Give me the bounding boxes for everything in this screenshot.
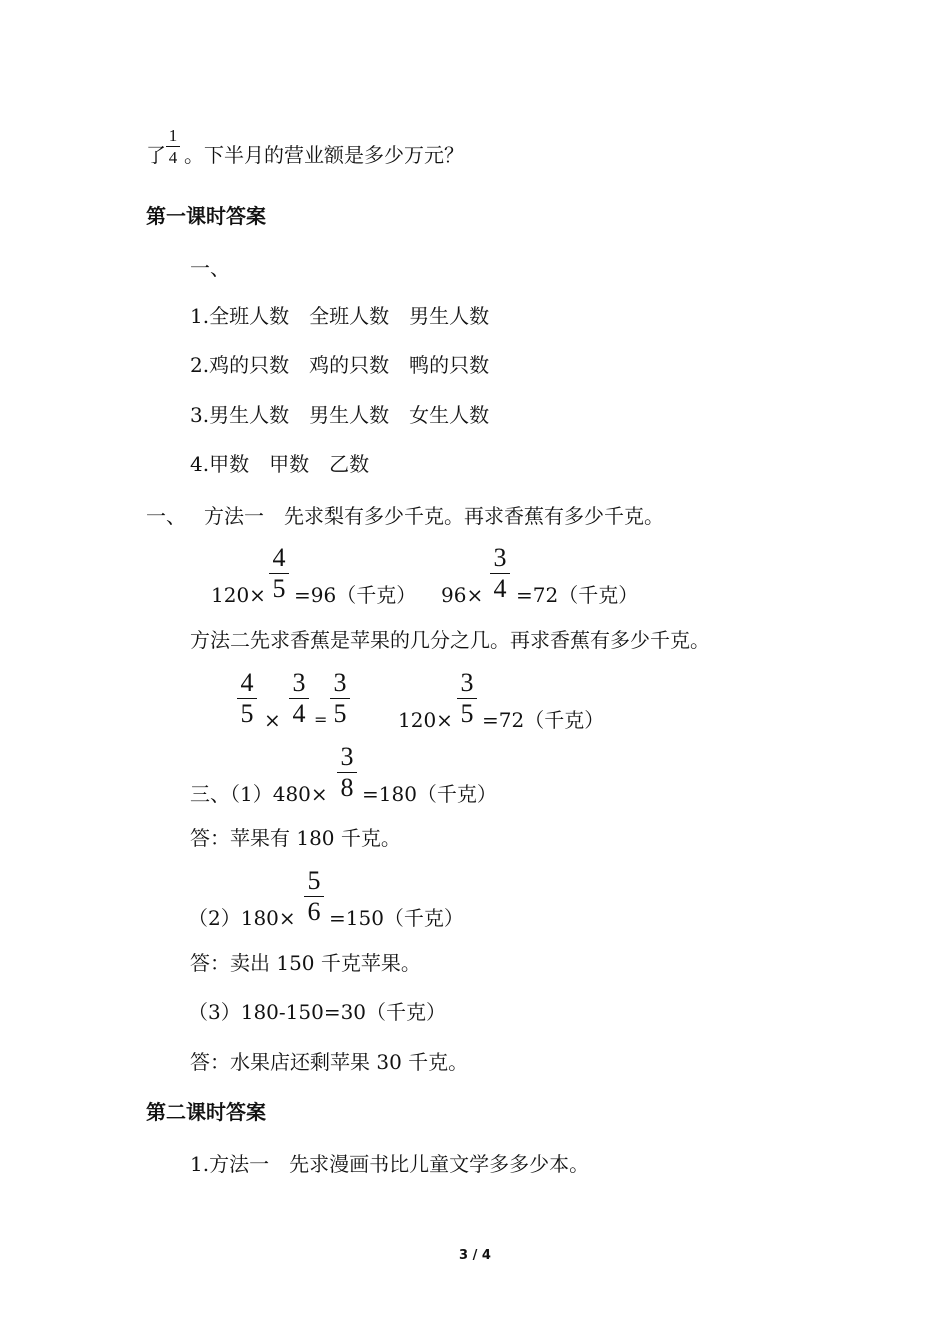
part3-q1-left: 三、（1）480×: [190, 782, 328, 806]
fraction-numerator: 3: [460, 668, 474, 697]
part1-item: 4.甲数 甲数 乙数: [190, 452, 370, 476]
page-number: 3 / 4: [459, 1248, 491, 1263]
eq2a-fraction-2: [288, 670, 310, 727]
eq2b-fraction: [456, 670, 478, 727]
part1-item: 3.男生人数 男生人数 女生人数: [190, 403, 490, 427]
fraction-numerator: 3: [493, 543, 507, 572]
fraction-denominator: 5: [460, 699, 474, 728]
part3-question-3: （3）180-150=30（千克）: [188, 1000, 447, 1024]
part3-q2-right: =150（千克）: [329, 906, 464, 930]
eq2b-left: 120×: [398, 708, 453, 732]
eq1a-fraction: [268, 545, 290, 602]
intro-text: 。下半月的营业额是多少万元？: [184, 143, 464, 167]
eq1b-fraction: [489, 545, 511, 602]
intro-prefix: 了: [146, 143, 166, 167]
part3-answer-3: 答：水果店还剩苹果 30 千克。: [190, 1050, 469, 1074]
fraction-denominator: 8: [340, 773, 354, 802]
fraction-numerator: 4: [272, 543, 286, 572]
fraction-numerator: 4: [240, 668, 254, 697]
fraction-denominator: 5: [333, 699, 347, 728]
fraction-denominator: 6: [307, 897, 321, 926]
eq2a-fraction-1: [236, 670, 258, 727]
fraction-denominator: 5: [240, 699, 254, 728]
fraction-numerator: 3: [340, 742, 354, 771]
fraction-denominator: 5: [272, 574, 286, 603]
eq2a-operator: ×: [264, 708, 281, 732]
fraction-numerator: 3: [292, 668, 306, 697]
fraction-denominator: 4: [292, 699, 306, 728]
eq1b-left: 96×: [441, 583, 484, 607]
eq2a-equals: =: [314, 710, 328, 729]
part3-answer-2: 答：卖出 150 千克苹果。: [190, 951, 421, 975]
part3-q1-right: =180（千克）: [362, 782, 497, 806]
eq2a-fraction-3: [329, 670, 351, 727]
part1-item: 1.全班人数 全班人数 男生人数: [190, 304, 490, 328]
lesson2-heading: 第二课时答案: [146, 1100, 266, 1124]
lesson1-heading: 第一课时答案: [146, 204, 266, 228]
part1-item: 2.鸡的只数 鸡的只数 鸭的只数: [190, 353, 490, 377]
fraction-numerator: 3: [333, 668, 347, 697]
fraction-numerator: 5: [307, 866, 321, 895]
part3-q1-fraction: [336, 744, 358, 801]
fraction-denominator: 4: [168, 148, 178, 167]
part3-answer-1: 答：苹果有 180 千克。: [190, 826, 401, 850]
fraction-denominator: 4: [493, 574, 507, 603]
eq2b-right: =72（千克）: [482, 708, 605, 732]
fraction-numerator: 1: [168, 126, 178, 145]
eq1a-right: =96（千克）: [294, 583, 417, 607]
part1-label: 一、: [190, 256, 230, 280]
intro-fraction: [165, 127, 181, 166]
eq1b-right: =72（千克）: [516, 583, 639, 607]
part3-q2-left: （2）180×: [188, 906, 296, 930]
part2-label: 一、: [146, 504, 186, 528]
part3-q2-fraction: [303, 868, 325, 925]
method1-text: 方法一 先求梨有多少千克。再求香蕉有多少千克。: [204, 504, 664, 528]
eq1a-left: 120×: [211, 583, 266, 607]
method2-text: 方法二先求香蕉是苹果的几分之几。再求香蕉有多少千克。: [190, 628, 710, 652]
lesson2-item-1: 1.方法一 先求漫画书比儿童文学多多少本。: [190, 1152, 590, 1176]
